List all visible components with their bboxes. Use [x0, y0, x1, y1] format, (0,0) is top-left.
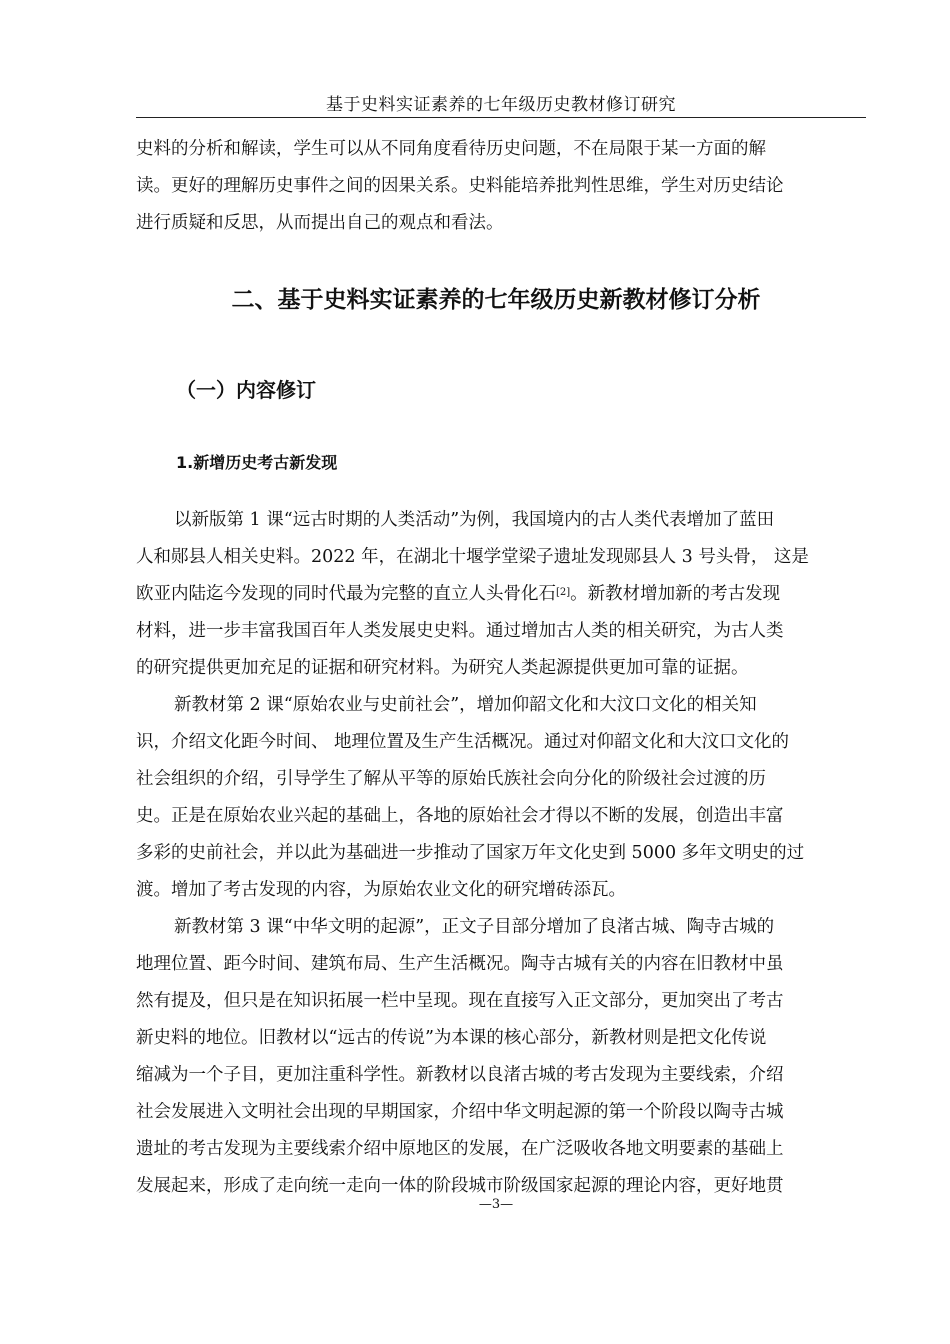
text-line: 缩减为一个子目，更加注重科学性。新教材以良渚古城的考古发现为主要线索，介绍 — [136, 1065, 784, 1085]
text-line: 新教材第 3 课“中华文明的起源”，正文子目部分增加了良渚古城、陶寺古城的 — [174, 917, 775, 937]
text-line: 多彩的史前社会，并以此为基础进一步推动了国家万年文化史到 5000 多年文明史的过 — [136, 843, 805, 863]
text-line: 史。正是在原始农业兴起的基础上，各地的原始社会才得以不断的发展，创造出丰富 — [136, 806, 784, 826]
text-line: 的研究提供更加充足的证据和研究材料。为研究人类起源提供更加可靠的证据。 — [136, 658, 749, 678]
text-line: 新教材第 2 课“原始农业与史前社会”，增加仰韶文化和大汶口文化的相关知 — [174, 695, 757, 715]
text-line: 以新版第 1 课“远古时期的人类活动”为例，我国境内的古人类代表增加了蓝田 — [174, 510, 775, 530]
text-line: 新史料的地位。旧教材以“远古的传说”为本课的核心部分，新教材则是把文化传说 — [136, 1028, 767, 1048]
text-line: 史料的分析和解读，学生可以从不同角度看待历史问题，不在局限于某一方面的解 — [136, 139, 766, 159]
section-heading: 二、基于史料实证素养的七年级历史新教材修订分析 — [231, 287, 761, 313]
page-number: —3— — [478, 1197, 514, 1212]
text-line — [136, 576, 856, 613]
text-line: 发展起来，形成了走向统一走向一体的阶段城市阶级国家起源的理论内容，更好地贯 — [136, 1176, 784, 1196]
running-header: 基于史料实证素养的七年级历史教材修订研究 — [326, 95, 676, 115]
subsubsection-heading: 1.新增历史考古新发现 — [176, 453, 338, 472]
intro-paragraph — [136, 131, 856, 242]
text-line: 进行质疑和反思，从而提出自己的观点和看法。 — [136, 213, 504, 233]
text-fragment: 欧亚内陆迄今发现的同时代最为完整的直立人头骨化石 — [136, 584, 556, 604]
text-line: 人和郧县人相关史料。2022 年，在湖北十堰学堂梁子遗址发现郧县人 3 号头骨， 这是 — [136, 547, 809, 567]
text-line: 识，介绍文化距今时间、 地理位置及生产生活概况。通过对仰韶文化和大汶口文化的 — [136, 732, 790, 752]
text-line: 读。更好的理解历史事件之间的因果关系。史料能培养批判性思维，学生对历史结论 — [136, 176, 784, 196]
citation-marker: [2] — [556, 587, 571, 598]
header-rule — [136, 117, 866, 118]
text-line: 遗址的考古发现为主要线索介绍中原地区的发展，在广泛吸收各地文明要素的基础上 — [136, 1139, 784, 1159]
subsection-heading: （一）内容修订 — [176, 378, 316, 402]
text-fragment: 。新教材增加新的考古发现 — [570, 584, 781, 604]
text-line: 然有提及，但只是在知识拓展一栏中呈现。现在直接写入正文部分，更加突出了考古 — [136, 991, 784, 1011]
text-line: 社会发展进入文明社会出现的早期国家，介绍中华文明起源的第一个阶段以陶寺古城 — [136, 1102, 784, 1122]
body-text — [136, 502, 856, 1205]
text-line: 渡。增加了考古发现的内容，为原始农业文化的研究增砖添瓦。 — [136, 880, 626, 900]
text-line: 材料，进一步丰富我国百年人类发展史史料。通过增加古人类的相关研究，为古人类 — [136, 621, 784, 641]
text-line: 地理位置、距今时间、建筑布局、生产生活概况。陶寺古城有关的内容在旧教材中虽 — [136, 954, 784, 974]
text-line: 社会组织的介绍，引导学生了解从平等的原始氏族社会向分化的阶级社会过渡的历 — [136, 769, 766, 789]
